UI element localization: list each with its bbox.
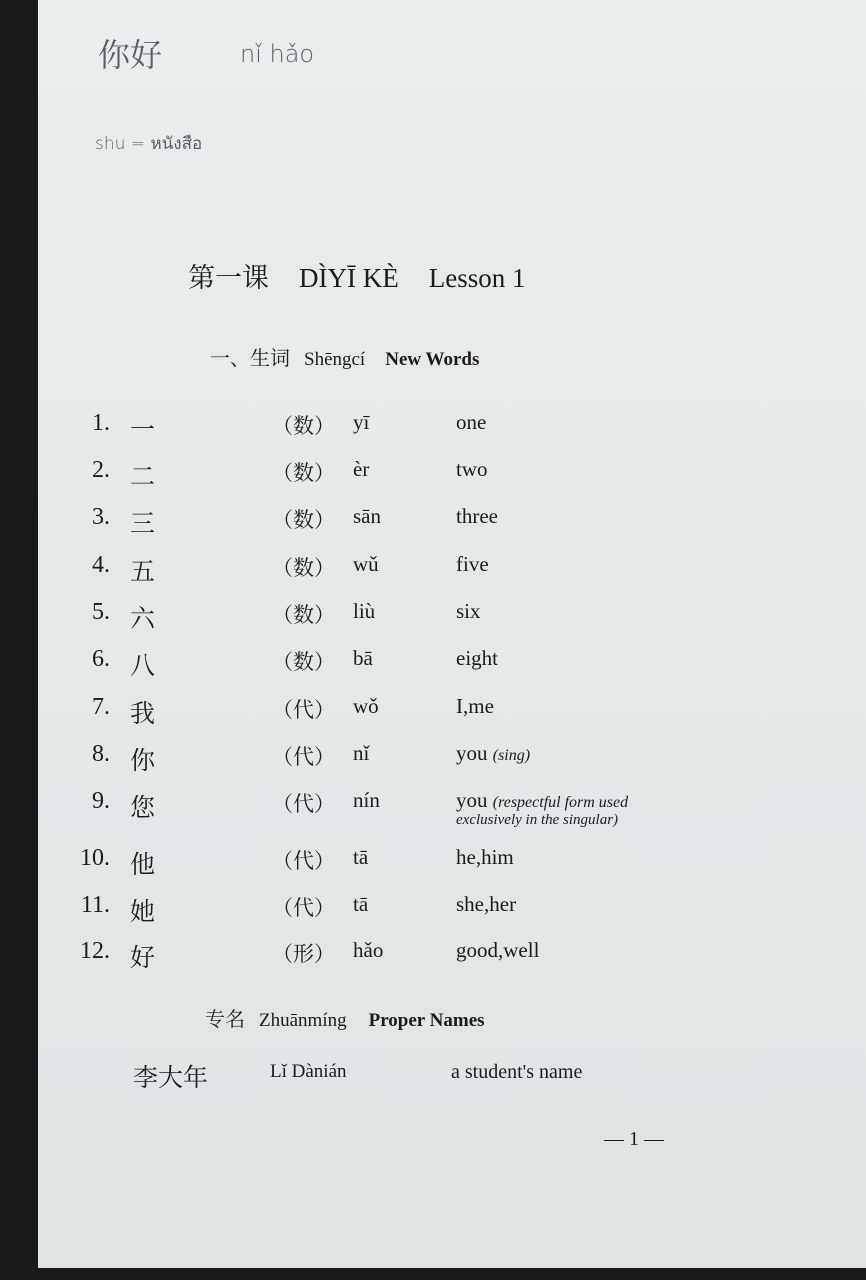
word-number: 10. [80, 845, 110, 871]
word-character: 五 [130, 557, 156, 586]
word-number: 5. [92, 599, 110, 625]
word-character: 他 [130, 850, 156, 879]
word-pinyin: wǔ [353, 552, 379, 576]
word-english [456, 552, 489, 577]
proper-names-heading [205, 1003, 485, 1032]
word-english-text: he,him [456, 845, 514, 869]
heading-chinese: 专名 [205, 1007, 245, 1031]
new-words-heading [210, 342, 479, 371]
lesson-title-chinese: 第一课 [188, 263, 269, 293]
word-number: 7. [92, 694, 110, 720]
word-row [0, 457, 866, 497]
word-part-of-speech: （代） [272, 792, 335, 816]
word-character: 好 [130, 943, 156, 972]
word-english [456, 646, 498, 671]
word-english-text: you [456, 788, 488, 812]
word-part-of-speech: （代） [272, 745, 335, 769]
word-part-of-speech: （代） [272, 896, 335, 920]
word-part-of-speech: （数） [272, 650, 335, 674]
word-character: 你 [130, 746, 156, 775]
word-character: 六 [130, 604, 156, 633]
word-part-of-speech: （代） [272, 698, 335, 722]
lesson-title [188, 256, 525, 295]
word-number: 6. [92, 646, 110, 672]
word-character: 八 [130, 651, 156, 680]
word-english [456, 892, 516, 917]
word-row [0, 892, 866, 932]
proper-name-pinyin: Lǐ Dànián [270, 1061, 347, 1082]
heading-pinyin: Shēngcí [304, 349, 366, 370]
lesson-title-pinyin: DÌYĪ KÈ [299, 263, 399, 293]
word-english-note-line2: exclusively in the singular) [456, 812, 619, 828]
word-pinyin: tā [353, 845, 369, 869]
heading-english: New Words [385, 349, 480, 370]
lesson-title-english: Lesson 1 [428, 263, 526, 293]
word-english [456, 788, 628, 813]
word-row [0, 646, 866, 686]
proper-name-row [0, 1058, 866, 1098]
word-character: 三 [130, 509, 156, 538]
word-row [0, 938, 866, 978]
word-number: 4. [92, 552, 110, 578]
word-character: 我 [130, 699, 156, 728]
word-character: 一 [130, 415, 156, 444]
word-pinyin: sān [353, 504, 381, 528]
word-english-text: three [456, 504, 498, 528]
word-english [456, 694, 494, 719]
word-pinyin: nín [353, 788, 380, 812]
word-row [0, 694, 866, 734]
word-english [456, 741, 530, 766]
word-part-of-speech: （代） [272, 849, 335, 873]
word-part-of-speech: （形） [272, 942, 335, 966]
word-pinyin: yī [353, 410, 370, 434]
word-part-of-speech: （数） [272, 603, 335, 627]
word-english-text: I,me [456, 694, 494, 718]
word-row [0, 410, 866, 450]
word-number: 9. [92, 788, 110, 814]
word-row [0, 552, 866, 592]
word-english-text: eight [456, 646, 498, 670]
word-english-text: six [456, 599, 481, 623]
word-row [0, 845, 866, 885]
word-number: 2. [92, 457, 110, 483]
word-english-text: she,her [456, 892, 517, 916]
word-number: 11. [80, 892, 110, 918]
word-part-of-speech: （数） [272, 461, 335, 485]
word-row [0, 741, 866, 781]
word-number: 12. [80, 938, 110, 964]
word-english-text: you [456, 741, 488, 765]
word-pinyin: liù [353, 599, 376, 623]
handwritten-note-thai: shu = หนังสือ [95, 134, 203, 154]
word-number: 8. [92, 741, 110, 767]
word-part-of-speech: （数） [272, 556, 335, 580]
handwritten-note-pinyin: nǐ hǎo [240, 40, 315, 68]
word-pinyin: nǐ [353, 741, 370, 765]
word-english [456, 504, 498, 529]
word-row [0, 504, 866, 544]
word-english [456, 599, 481, 624]
word-english-note: (respectful form used [492, 794, 629, 811]
word-english-text: five [456, 552, 489, 576]
word-english-text: one [456, 410, 487, 434]
word-pinyin: wǒ [353, 694, 379, 718]
word-english [456, 457, 488, 482]
word-english [456, 410, 486, 435]
proper-name-english: a student's name [451, 1061, 583, 1083]
handwritten-note-chars: 你好 [98, 36, 163, 74]
word-number: 1. [92, 410, 110, 436]
word-pinyin: tā [353, 892, 369, 916]
heading-english: Proper Names [368, 1010, 485, 1031]
word-row [0, 788, 866, 828]
word-character: 她 [130, 897, 156, 926]
word-pinyin: èr [353, 457, 370, 481]
word-english [456, 845, 514, 870]
word-english-text: two [456, 457, 488, 481]
word-pinyin: bā [353, 646, 373, 670]
word-english [456, 938, 539, 963]
heading-pinyin: Zhuānmíng [259, 1010, 347, 1031]
heading-chinese: 一、生词 [210, 346, 290, 370]
word-part-of-speech: （数） [272, 508, 335, 532]
word-row [0, 599, 866, 639]
word-english-text: good,well [456, 938, 540, 962]
word-character: 二 [130, 462, 156, 491]
word-part-of-speech: （数） [272, 414, 335, 438]
word-character: 您 [130, 793, 156, 822]
word-english-note: (sing) [492, 747, 531, 764]
page-number: — 1 — [604, 1128, 664, 1150]
word-number: 3. [92, 504, 110, 530]
word-pinyin: hǎo [353, 938, 384, 962]
proper-name-char: 李大年 [133, 1063, 209, 1092]
